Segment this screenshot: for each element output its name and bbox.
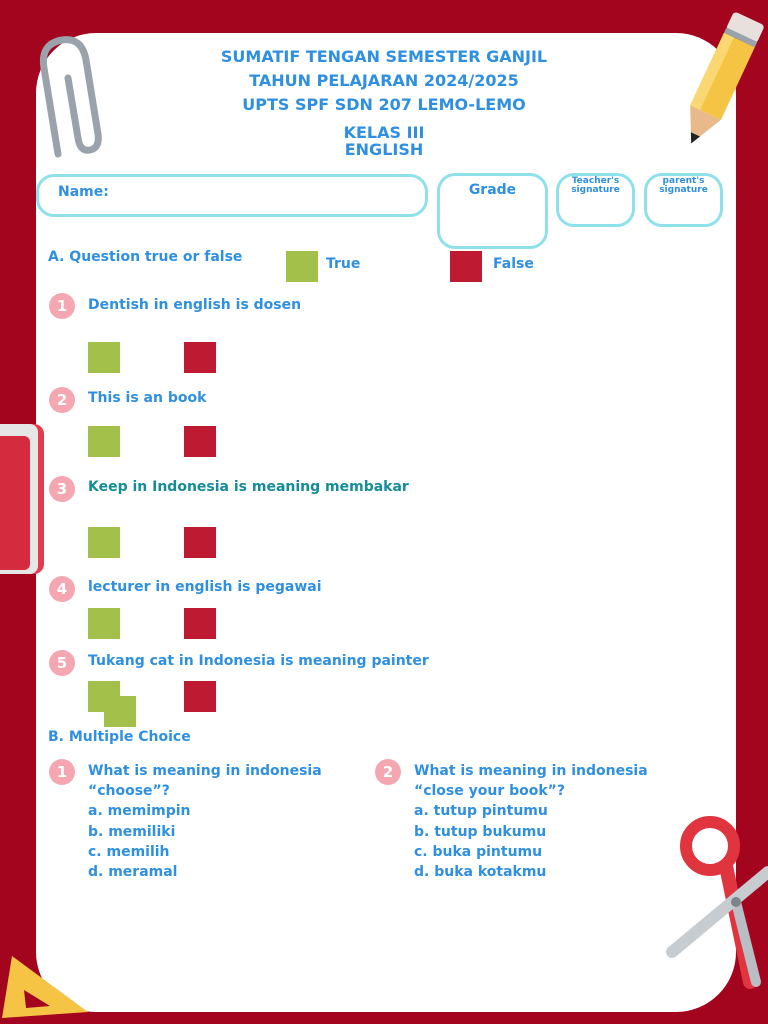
class-label: KELAS III bbox=[343, 123, 425, 142]
section-b-title: B. Multiple Choice bbox=[48, 729, 191, 745]
question-text-line-1: What is meaning in indonesia bbox=[88, 763, 322, 779]
question-text: Keep in Indonesia is meaning membakar bbox=[88, 479, 409, 495]
ruler-triangle-icon bbox=[0, 948, 92, 1024]
question-text-line-2: “choose”? bbox=[88, 783, 170, 799]
choice-option[interactable]: c. memilih bbox=[88, 844, 170, 860]
question-text: lecturer in english is pegawai bbox=[88, 579, 322, 595]
choice-option[interactable]: d. buka kotakmu bbox=[414, 864, 547, 880]
header-title-line-3: UPTS SPF SDN 207 LEMO-LEMO bbox=[242, 95, 526, 114]
header-title-line-2: TAHUN PELAJARAN 2024/2025 bbox=[249, 71, 519, 90]
choice-option[interactable]: b. tutup bukumu bbox=[414, 824, 547, 840]
question-number-badge: 1 bbox=[49, 759, 75, 785]
choice-option[interactable]: c. buka pintumu bbox=[414, 844, 543, 860]
question-text-line-2: “close your book”? bbox=[414, 783, 565, 799]
legend-false-label: False bbox=[493, 256, 534, 272]
answer-true-checkbox[interactable] bbox=[88, 527, 120, 558]
question-text: Dentish in english is dosen bbox=[88, 297, 302, 313]
answer-false-checkbox[interactable] bbox=[184, 342, 216, 373]
teacher-signature-label: Teacher's signature bbox=[571, 176, 620, 195]
question-number-badge: 4 bbox=[49, 576, 75, 602]
legend-true-swatch bbox=[286, 251, 318, 282]
scissors-icon bbox=[664, 812, 768, 992]
legend-true-label: True bbox=[326, 256, 361, 272]
legend-false-swatch bbox=[450, 251, 482, 282]
question-number-badge: 3 bbox=[49, 476, 75, 502]
answer-true-checkbox[interactable] bbox=[88, 342, 120, 373]
parent-signature-label: parent's signature bbox=[659, 176, 708, 195]
choice-option[interactable]: d. meramal bbox=[88, 864, 178, 880]
answer-true-checkbox-overlap bbox=[104, 696, 136, 727]
question-text: This is an book bbox=[88, 390, 207, 406]
answer-false-checkbox[interactable] bbox=[184, 608, 216, 639]
grade-label: Grade bbox=[468, 182, 517, 198]
question-number-badge: 1 bbox=[49, 293, 75, 319]
answer-false-checkbox[interactable] bbox=[184, 426, 216, 457]
subject-label: ENGLISH bbox=[344, 140, 424, 159]
question-text-line-1: What is meaning in indonesia bbox=[414, 763, 648, 779]
name-label: Name: bbox=[58, 184, 109, 200]
choice-option[interactable]: b. memiliki bbox=[88, 824, 176, 840]
book-icon bbox=[0, 420, 48, 580]
question-number-badge: 2 bbox=[375, 759, 401, 785]
choice-option[interactable]: a. memimpin bbox=[88, 803, 191, 819]
answer-true-checkbox[interactable] bbox=[88, 608, 120, 639]
question-number-badge: 5 bbox=[49, 650, 75, 676]
answer-false-checkbox[interactable] bbox=[184, 681, 216, 712]
answer-true-checkbox[interactable] bbox=[88, 426, 120, 457]
header-title-line-1: SUMATIF TENGAN SEMESTER GANJIL bbox=[220, 47, 548, 66]
question-number-badge: 2 bbox=[49, 387, 75, 413]
section-a-title: A. Question true or false bbox=[48, 249, 243, 265]
question-text: Tukang cat in Indonesia is meaning painter bbox=[88, 653, 429, 669]
answer-false-checkbox[interactable] bbox=[184, 527, 216, 558]
choice-option[interactable]: a. tutup pintumu bbox=[414, 803, 548, 819]
